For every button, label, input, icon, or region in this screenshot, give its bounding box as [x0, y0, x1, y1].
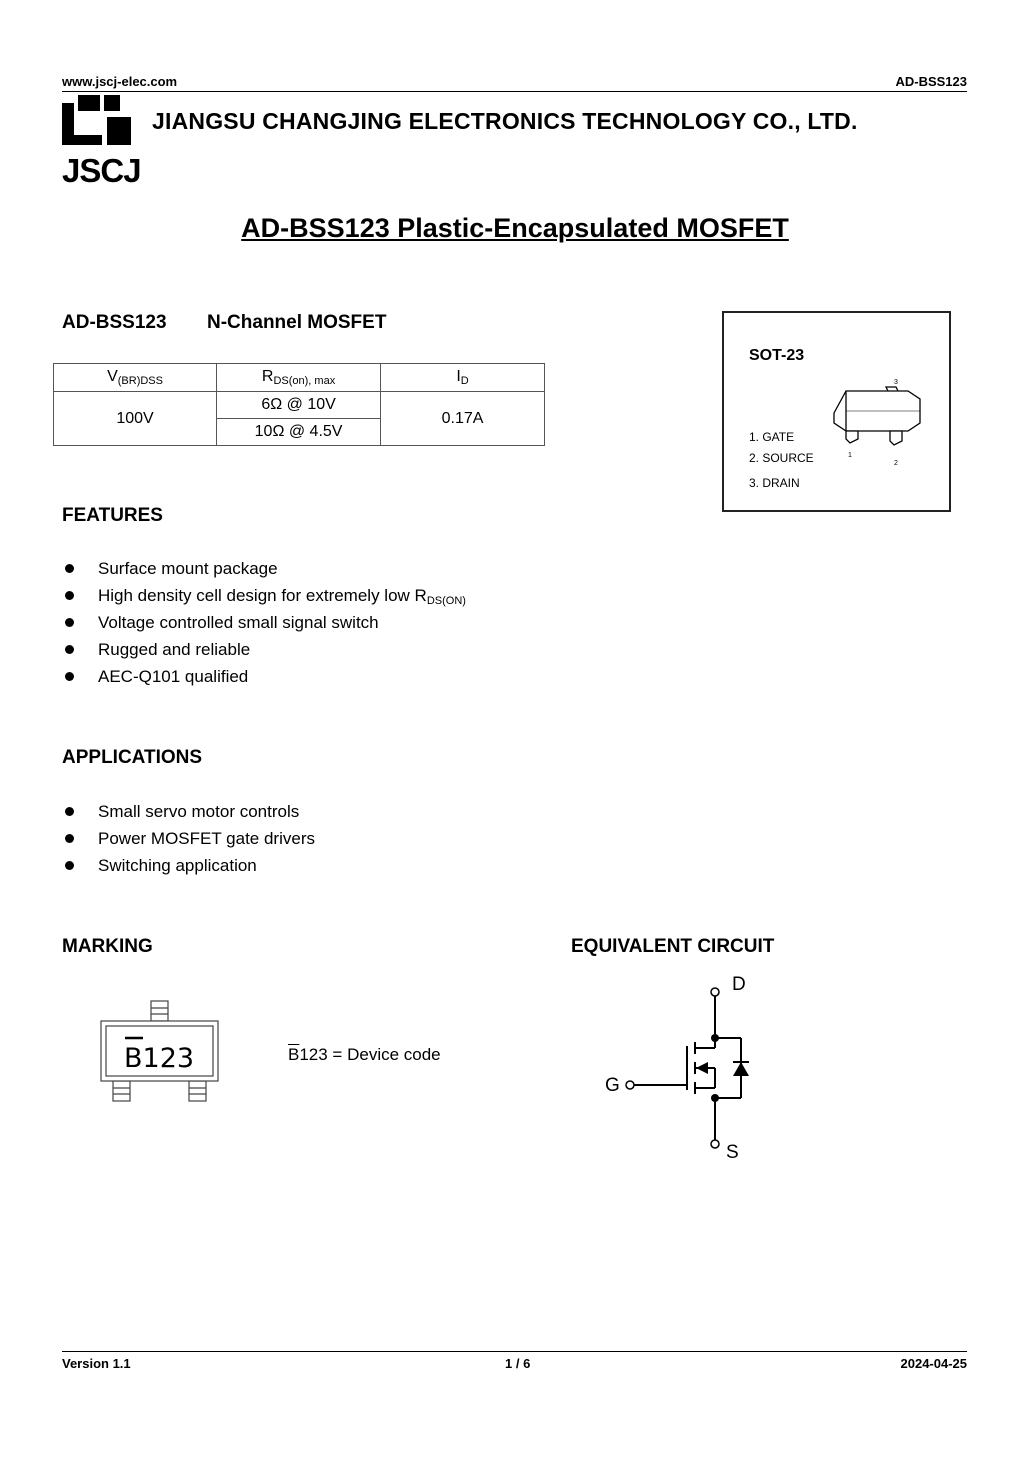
cell-id: 0.17A — [381, 392, 545, 446]
header-rds: $R_{DS(on), max}$ — [217, 364, 381, 392]
source-label: S — [726, 1142, 739, 1163]
cell-rds-10v: 6Ω @ 10V — [217, 392, 381, 419]
device-code-description: $\overline{B}123$ = Device code — [288, 1045, 441, 1064]
spec-table — [53, 363, 545, 446]
website-link[interactable]: www.jscj-elec.com — [62, 74, 178, 89]
package-name: SOT-23 — [749, 347, 805, 364]
cell-vbrdss: 100V — [54, 392, 217, 446]
pin-number-3: 3 — [894, 379, 898, 386]
list-item: High density cell design for extremely low $R_{DS(ON)}$ — [62, 582, 466, 609]
list-item: Rugged and reliable — [62, 636, 466, 663]
marking-heading: MARKING — [62, 936, 153, 957]
footer-page-number: 1 / 6 — [505, 1356, 531, 1371]
features-heading: FEATURES — [62, 505, 163, 526]
drain-label: D — [732, 974, 746, 995]
marking-package-drawing — [98, 998, 223, 1106]
list-item: Surface mount package — [62, 555, 466, 582]
gate-label: G — [605, 1075, 620, 1096]
features-list — [62, 555, 466, 690]
list-item: Power MOSFET gate drivers — [62, 825, 315, 852]
circuit-heading: EQUIVALENT CIRCUIT — [571, 936, 775, 957]
pin-number-1: 1 — [848, 452, 852, 459]
package-box — [722, 311, 951, 512]
marking-code: B123 — [124, 1043, 195, 1074]
applications-list — [62, 798, 315, 879]
header-id: $I_D$ — [381, 364, 545, 392]
header-rule — [62, 91, 967, 92]
list-item: AEC-Q101 qualified — [62, 663, 466, 690]
header-vbrdss: $V_{(BR)DSS}$ — [54, 364, 217, 392]
mosfet-symbol — [598, 968, 768, 1168]
footer-version: Version 1.1 — [62, 1356, 131, 1371]
pin-label-source: 2. SOURCE — [749, 451, 814, 465]
list-item: Small servo motor controls — [62, 798, 315, 825]
list-item: Switching application — [62, 852, 315, 879]
pin-number-2: 2 — [894, 460, 898, 467]
part-name: AD-BSS123 — [62, 312, 167, 333]
header-part-number: AD-BSS123 — [895, 74, 967, 89]
footer-rule — [62, 1351, 967, 1352]
pin-label-gate: 1. GATE — [749, 430, 795, 444]
pin-label-drain: 3. DRAIN — [749, 476, 800, 490]
logo-text: JSCJ — [62, 152, 141, 185]
footer-date: 2024-04-25 — [900, 1356, 967, 1371]
applications-heading: APPLICATIONS — [62, 747, 203, 768]
list-item: Voltage controlled small signal switch — [62, 609, 466, 636]
company-name: JIANGSU CHANGJING ELECTRONICS TECHNOLOGY CO., LTD. — [152, 108, 858, 134]
part-type: N-Channel MOSFET — [207, 312, 387, 333]
document-title: AD-BSS123 Plastic-Encapsulated MOSFET — [241, 213, 789, 243]
sot23-package-drawing — [824, 373, 934, 473]
jscj-logo — [62, 95, 142, 185]
cell-rds-4v5: 10Ω @ 4.5V — [217, 419, 381, 446]
